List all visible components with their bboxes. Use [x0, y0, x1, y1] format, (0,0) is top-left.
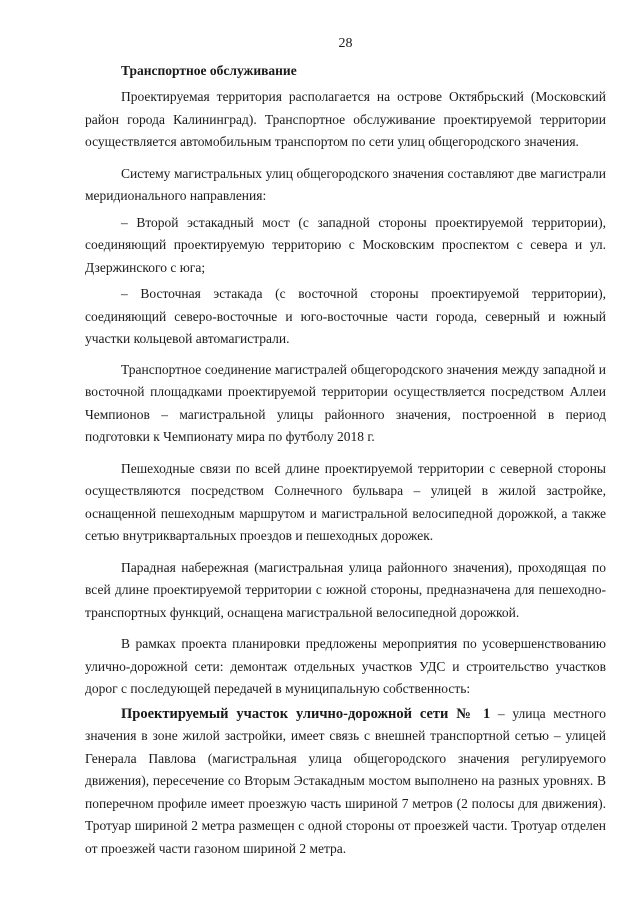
paragraph-section-1 — [85, 703, 606, 861]
section-1-text: – улица местного значения в зоне жилой застройки, имеет связь с внешней транспортной сетью – улицей Генерала Павлова (магистральная улица общегородского значения регулируемого движения), пересечение со Вторым Эстакадным мостом выполнено на разных уровнях. В поперечном профиле имеет проезжую часть шириной 7 метров (2 полосы для движения). Тротуар шириной 2 метра размещен с одной стороны от проезжей части. Тротуар отделен от проезжей части газоном шириной 2 метра. — [85, 705, 606, 856]
paragraph-measures: В рамках проекта планировки предложены мероприятия по усовершенствованию улично-дорожной сети: демонтаж отдельных участков УДС и строительство участков дорог с последующей передачей в муниципальную собственность: — [85, 636, 606, 696]
paragraph-pedestrian: Пешеходные связи по всей длине проектируемой территории с северной стороны осуществляются посредством Солнечного бульвара – улицей в жилой застройке, оснащенной пешеходным маршрутом и магистральной велосипедной дорожкой, а также сетью внутриквартальных проездов и пешеходных дорожек. — [85, 460, 606, 543]
list-item-east-overpass: – Восточная эстакада (с восточной стороны проектируемой территории), соединяющий северо-восточные и юго-восточные части города, северный и южный участки кольцевой автомагистрали. — [85, 286, 606, 346]
section-1-title: Проектируемый участок улично-дорожной сети № 1 — [121, 705, 491, 722]
paragraph-connection: Транспортное соединение магистралей общегородского значения между западной и восточной площадками проектируемой территории осуществляется посредством Аллеи Чемпионов – магистральной улицы районного значения, построенной в период подготовки к Чемпионату мира по футболу 2018 г. — [85, 361, 606, 444]
section-heading: Транспортное обслуживание — [121, 63, 297, 78]
paragraph-embankment: Парадная набережная (магистральная улица районного значения), проходящая по всей длине проектируемой территории с южной стороны, предназначена для пешеходно-транспортных функций, оснащена магистральной велосипедной дорожкой. — [85, 559, 606, 620]
paragraph-territory: Проектируемая территория располагается на острове Октябрьский (Московский район города Калининград). Транспортное обслуживание проектируемой территории осуществляется автомобильным транспортом по сети улиц общегородского значения. — [85, 89, 606, 149]
page-number: 28 — [338, 36, 353, 51]
paragraph-system: Систему магистральных улиц общегородского значения составляют две магистрали меридионального направления: — [85, 165, 606, 203]
list-item-second-bridge: – Второй эстакадный мост (с западной стороны проектируемой территории), соединяющий проектируемую территорию с Московским проспектом с севера и ул. Дзержинского с юга; — [85, 214, 606, 275]
